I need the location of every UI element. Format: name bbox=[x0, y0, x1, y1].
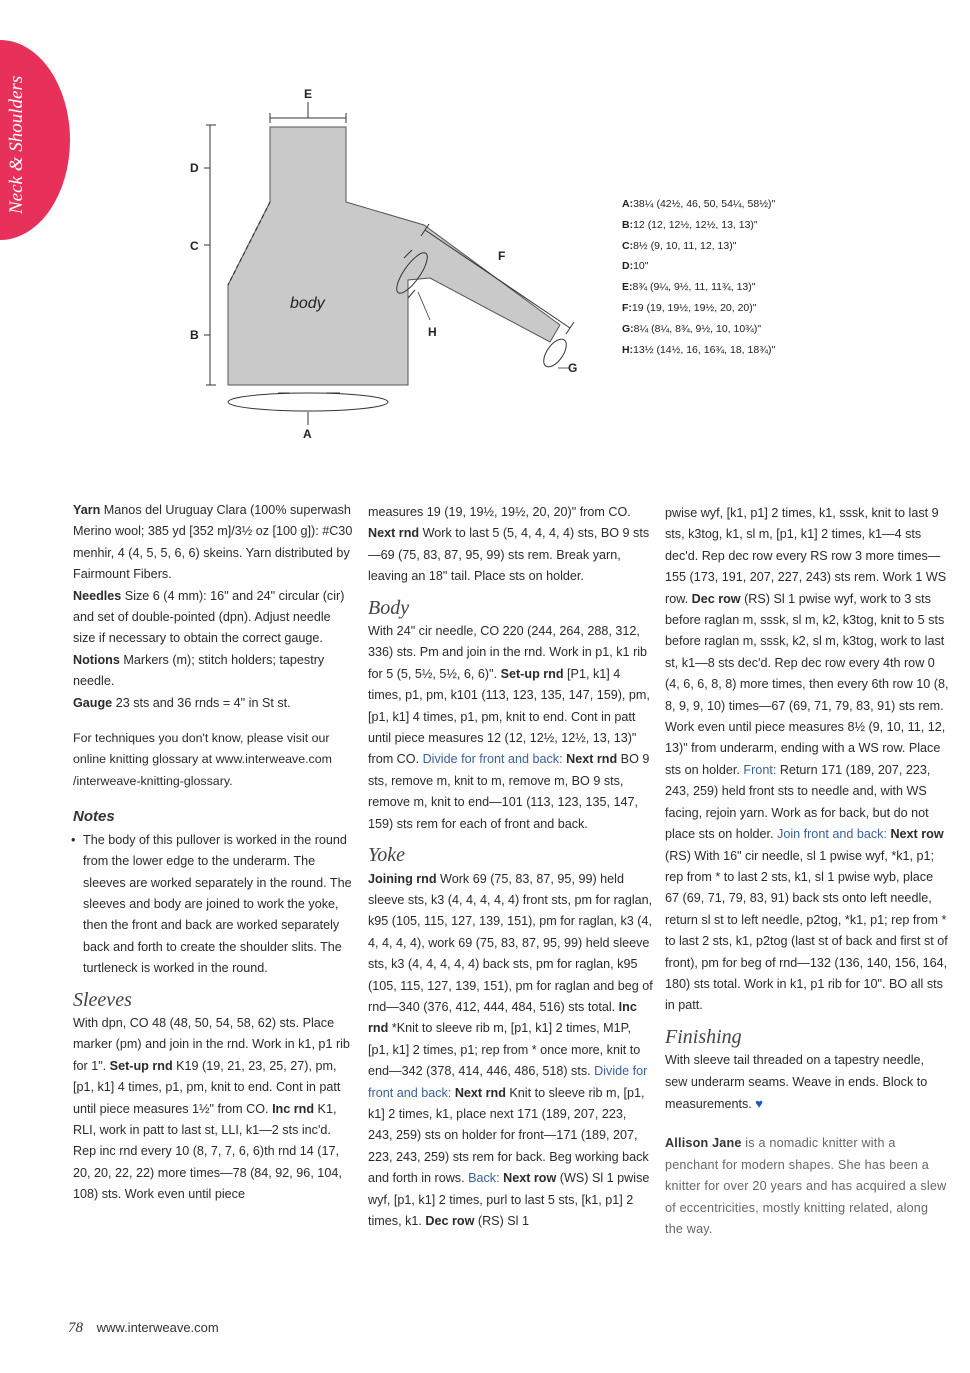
needles-paragraph: Needles Size 6 (4 mm): 16" and 24" circular (cir) and set of double-pointed (dpn). Adjust needle size if necessary to obtain the correct gauge. bbox=[73, 588, 345, 646]
yarn-paragraph: Yarn Manos del Uruguay Clara (100% superwash Merino wool; 385 yd [352 m]/3½ oz [100 g]): #C30 menhir, 4 (4, 5, 5, 6, 6) skeins. Yarn distributed by Fairmount Fibers. bbox=[73, 503, 353, 582]
techniques-note: For techniques you don't know, please visit our online knitting glossary at www.interweave.com /interweave-knitting-glossary. bbox=[73, 731, 332, 788]
label-c: C bbox=[190, 239, 199, 253]
page-number: 78 bbox=[68, 1320, 83, 1336]
notes-text: • The body of this pullover is worked in the round from the lower edge to the underarm. The sleeves are worked separately in the round. The sleeves and body are joined to work the yoke, then the front and back are worked separately back and forth to create the shoulder slits. The turtleneck is worked in the round. bbox=[73, 830, 353, 980]
label-g: G bbox=[568, 361, 578, 375]
label-h: H bbox=[428, 325, 437, 339]
measurements-list bbox=[622, 194, 775, 360]
measurement-d: D:10" bbox=[622, 260, 649, 273]
section-tab-label: Neck & Shoulders bbox=[6, 75, 27, 215]
measurement-e: E:8¾ (9¼, 9½, 11, 11¾, 13)" bbox=[622, 281, 756, 294]
sleeves-text: With dpn, CO 48 (48, 50, 54, 58, 62) sts. Place marker (pm) and join in the rnd. Work in k1, p1 rib for 1". Set-up rnd K19 (19, 21, 23, 25, 27), pm, [p1, k1] 4 times, p1, pm, knit to end. Cont in patt until piece measures 1½" from CO. Inc rnd K1, RLI, work in patt to last st, LLI, k1—2 sts inc'd. Rep inc rnd every 10 (8, 7, 7, 6, 6)th rnd 14 (17, 20, 20, 22, 22) more times—78 (84, 92, 96, 104, 108) sts. Work even until piece bbox=[73, 1015, 350, 1202]
label-f: F bbox=[498, 249, 506, 263]
footer-url[interactable]: www.interweave.com bbox=[96, 1320, 219, 1335]
yoke-continued: pwise wyf, [k1, p1] 2 times, k1, sssk, knit to last 9 sts, k3tog, k1, sl m, [p1, k1] 2 times, k1—4 sts dec'd. Rep dec row every RS row 3 more times—155 (173, 191, 207, 227, 243) sts rem. Work 1 WS row. Dec row (RS) Sl 1 pwise wyf, work to 3 sts before raglan m, sssk, sl m, k2, k3tog, knit to 5 sts before raglan m, sssk, k2, sl m, k3tog, work to last st, k1—8 sts dec'd. Rep dec row every 4th row 0 (4, 6, 6, 8, 8) more times, then every 6th row 10 (8, 8, 9, 9, 10) times—67 (69, 71, 79, 83, 91) sts rem. Work even until piece measures 8½ (9, 10, 11, 12, 13)" from underarm, ending with a WS row. Place sts on holder. Front: Return 171 (189, 207, 223, 243, 259) held front sts to needle and, with WS facing, rejoin yarn. Work as for back, but do not place sts on holder. Join front and back: Next row (RS) With 16" cir needle, sl 1 pwise wyf, *k1, p1; rep from * to last 2 sts, k1, sl 1 pwise wyb, place 67 (69, 71, 79, 83, 91) back sts onto left needle, return sl st to left needle, p2tog, *k1, p1; rep from * to last 2 sts, k1, p2tog (last st of back and first st of front), pm for beg of rnd—132 (136, 140, 156, 164, 180) sts total. Work in k1, p1 rib for 10". BO all sts in patt. bbox=[665, 506, 949, 1013]
column-2 bbox=[368, 502, 654, 1232]
column-1 bbox=[73, 500, 353, 1206]
sweater-schematic bbox=[150, 80, 620, 450]
label-d: D bbox=[190, 161, 199, 175]
measurement-b: B:12 (12, 12½, 12½, 13, 13)" bbox=[622, 218, 758, 231]
measurement-f: F:19 (19, 19½, 19½, 20, 20)" bbox=[622, 301, 757, 314]
sleeves-continued: measures 19 (19, 19½, 19½, 20, 20)" from CO. Next rnd Work to last 5 (5, 4, 4, 4, 4) sts, BO 9 sts—69 (75, 83, 87, 95, 99) sts rem. Break yarn, leaving an 18" tail. Place sts on holder. bbox=[368, 505, 650, 584]
measurement-g: G:8¼ (8¼, 8¾, 9½, 10, 10¾)" bbox=[622, 322, 762, 335]
yoke-heading: Yoke bbox=[368, 844, 406, 867]
measurement-a: A:38¼ (42½, 46, 50, 54¼, 58½)" bbox=[622, 198, 776, 210]
sleeves-heading: Sleeves bbox=[73, 988, 132, 1011]
gauge-paragraph: Gauge 23 sts and 36 rnds = 4" in St st. bbox=[73, 695, 291, 710]
body-text: With 24" cir needle, CO 220 (244, 264, 288, 312, 336) sts. Pm and join in the rnd. Work in p1, k1 rib for 5 (5, 5½, 5½, 6, 6)". Set-up rnd [P1, k1] 4 times, p1, pm, k101 (113, 123, 135, 147, 159), pm, [p1, k1] 4 times, p1, pm, knit to end. Cont in patt until piece measures 12 (12, 12½, 12½, 13, 13)" from CO. Divide for front and back: Next rnd BO 9 sts, remove m, knit to m, remove m, BO 9 sts, remove m, knit to end—101 (113, 123, 135, 147, 159) sts rem for each of front and back. bbox=[368, 624, 650, 831]
yoke-text: Joining rnd Work 69 (75, 83, 87, 95, 99) held sleeve sts, k3 (4, 4, 4, 4, 4) front sts, pm for raglan, k95 (105, 115, 127, 139, 151), pm for raglan, k3 (4, 4, 4, 4, 4), work 69 (75, 83, 87, 95, 99) held sleeve sts, k3 (4, 4, 4, 4, 4) back sts, pm for raglan, k95 (105, 115, 127, 139, 151), pm for raglan and beg of rnd—340 (376, 412, 444, 484, 516) sts total. Inc rnd *Knit to sleeve rib m, [p1, k1] 2 times, M1P, [p1, k1] 2 times, p1; rep from * once more, knit to end—342 (378, 414, 446, 486, 518) sts. Divide for front and back: Next rnd Knit to sleeve rib m, [p1, k1] 2 times, k1, place next 171 (189, 207, 223, 243, 259) sts on holder for front—171 (189, 207, 223, 243, 259) sts rem for back. Beg working back and forth in rows. Back: Next row (WS) Sl 1 pwise wyf, [p1, k1] 2 times, purl to last 5 sts, [k1, p1] 2 times, k1. Dec row (RS) Sl 1 bbox=[368, 871, 653, 1228]
body-label: body bbox=[290, 295, 325, 312]
schematic-shape bbox=[228, 127, 560, 385]
measurement-c: C:8½ (9, 10, 11, 12, 13)" bbox=[622, 239, 737, 252]
notes-heading: Notes bbox=[73, 808, 115, 826]
finishing-heading: Finishing bbox=[665, 1025, 742, 1048]
designer-bio: Allison Jane is a nomadic knitter with a penchant for modern shapes. She has been a knitter for over 20 years and has acquired a slew of eccentricities, mostly knitting related, along the way. bbox=[665, 1136, 947, 1236]
column-3 bbox=[665, 503, 949, 1240]
page-footer bbox=[68, 1320, 219, 1337]
label-e: E bbox=[304, 87, 313, 101]
measurement-h: H:13½ (14½, 16, 16¾, 18, 18¾)" bbox=[622, 343, 776, 356]
label-b: B bbox=[190, 328, 199, 342]
body-heading: Body bbox=[368, 596, 410, 619]
finishing-text: With sleeve tail threaded on a tapestry needle, sew underarm seams. Weave in ends. Block to measurements. ♥ bbox=[665, 1053, 928, 1111]
label-a: A bbox=[303, 427, 312, 441]
notions-paragraph: Notions Markers (m); stitch holders; tapestry needle. bbox=[73, 652, 325, 689]
heart-icon: ♥ bbox=[755, 1095, 764, 1111]
